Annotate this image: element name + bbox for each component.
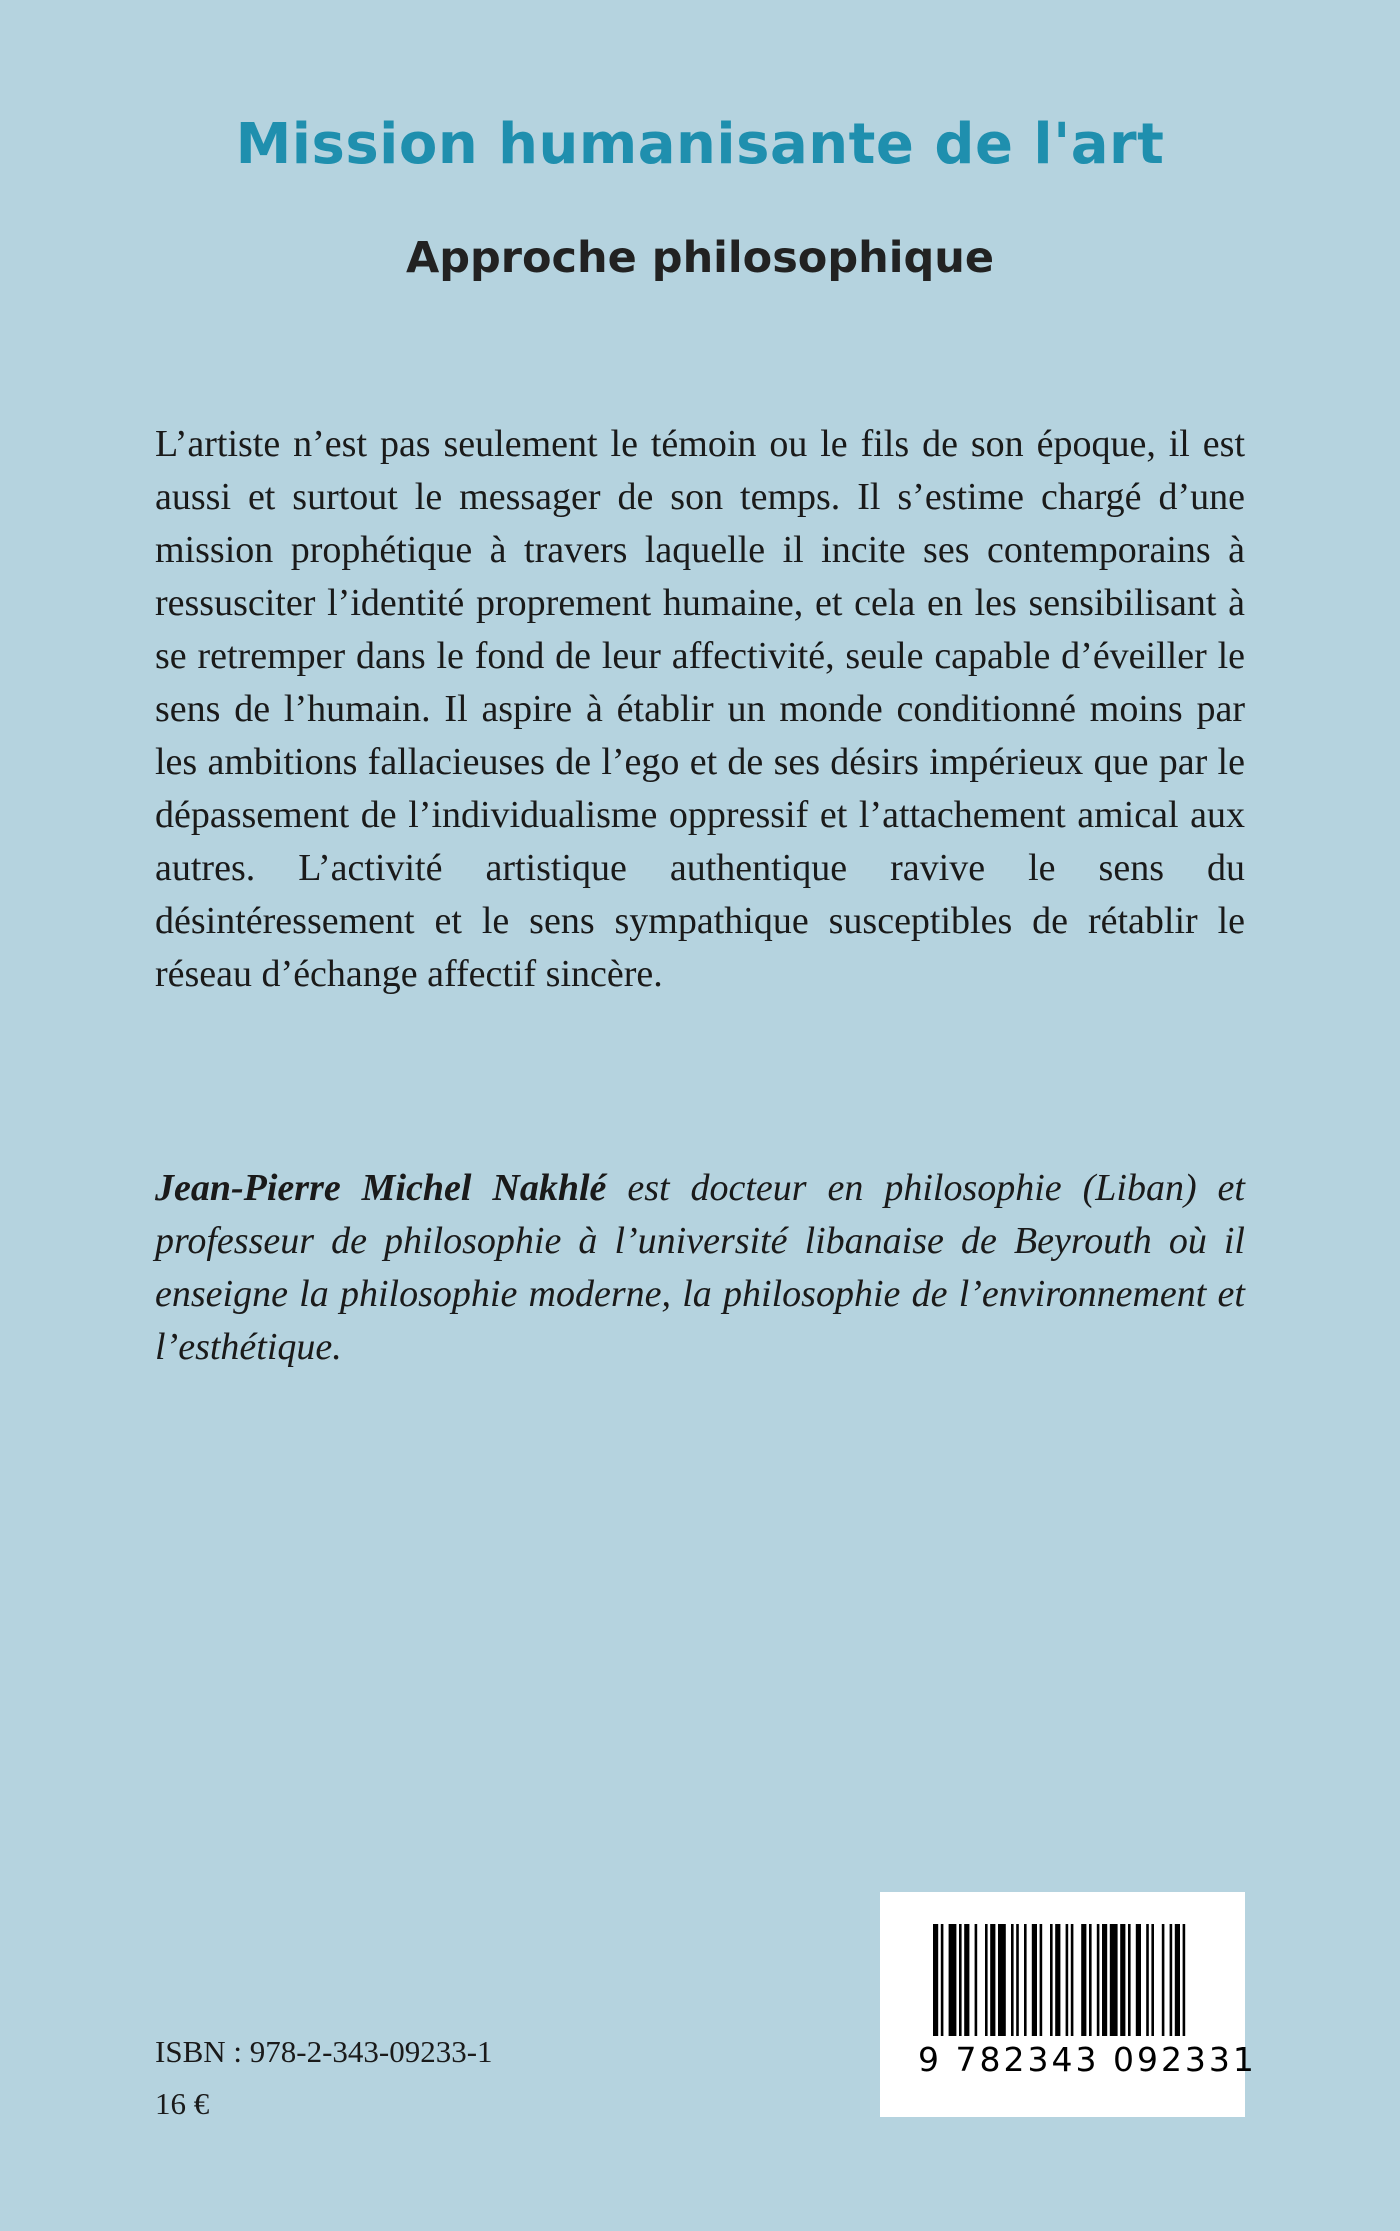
author-name: Jean-Pierre Michel Nakhlé	[155, 1167, 607, 1209]
barcode-bar	[1055, 1924, 1060, 2036]
book-title: Mission humanisante de l'art	[235, 112, 1165, 177]
barcode-bar	[1151, 1924, 1154, 2036]
barcode-bar	[1016, 1924, 1019, 2036]
book-subtitle: Approche philosophique	[405, 233, 995, 283]
barcode-bar	[1120, 1924, 1125, 2036]
barcode-bar	[1102, 1924, 1107, 2036]
barcode-bar	[1136, 1924, 1141, 2036]
barcode-bar	[1183, 1924, 1186, 2036]
barcode-bar	[1024, 1924, 1027, 2036]
barcode-bar	[1110, 1924, 1118, 2036]
barcode-bar	[1162, 1924, 1165, 2036]
barcode-bar	[1097, 1924, 1100, 2036]
isbn-label: ISBN : 978-2-343-09233-1	[155, 2034, 493, 2069]
barcode-bar	[1071, 1924, 1074, 2036]
barcode-bar	[1089, 1924, 1092, 2036]
barcode-bar	[959, 1924, 962, 2036]
barcode-bar	[964, 1924, 969, 2036]
barcode-bar	[1066, 1924, 1069, 2036]
author-bio	[155, 1162, 1245, 1374]
barcode-bar	[990, 1924, 995, 2036]
barcode-bar	[1146, 1924, 1149, 2036]
barcode-bar	[985, 1924, 988, 2036]
barcode-bar	[1040, 1924, 1043, 2036]
barcode-bar	[933, 1924, 938, 2036]
barcode-bar	[1175, 1924, 1180, 2036]
barcode-bar	[1050, 1924, 1053, 2036]
barcode-bar	[1011, 1924, 1014, 2036]
barcode-digits: 9 782343 092331	[918, 2040, 1257, 2079]
barcode-bar	[1032, 1924, 1037, 2036]
barcode	[880, 1892, 1257, 2117]
blurb-paragraph: L’artiste n’est pas seulement le témoin ou le fils de son époque, il est aussi et surtout le messager de son temps. Il s’estime chargé d’une mission prophétique à travers laquelle il incite ses contemporains à ressusciter l’identité proprement humaine, et cela en les sensibilisant à se retremper dans le fond de leur affectivité, seule capable d’éveiller le sens de l’humain. Il aspire à établir un monde conditionné moins par les ambitions fallacieuses de l’ego et de ses désirs impérieux que par le dépassement de l’individualisme oppressif et l’attachement amical aux autres. L’activité artistique authentique ravive le sens du désintéressement et le sens sympathique susceptibles de rétablir le réseau d’échange affectif sincère.	[155, 423, 1245, 995]
barcode-bar	[949, 1924, 957, 2036]
barcode-bar	[1128, 1924, 1131, 2036]
barcode-bar	[975, 1924, 978, 2036]
barcode-bars-icon	[933, 1924, 1193, 2044]
barcode-bar	[998, 1924, 1006, 2036]
barcode-bar	[1170, 1924, 1173, 2036]
price-label: 16 €	[155, 2086, 210, 2121]
author-bio-text: est docteur en philosophie (Liban) et professeur de philosophie à l’université libanaise de Beyrouth où il enseigne la philosophie moderne, la philosophie de l’environnement et l’esthétique.	[155, 1167, 1245, 1368]
barcode-bar	[1081, 1924, 1086, 2036]
barcode-bar	[941, 1924, 944, 2036]
